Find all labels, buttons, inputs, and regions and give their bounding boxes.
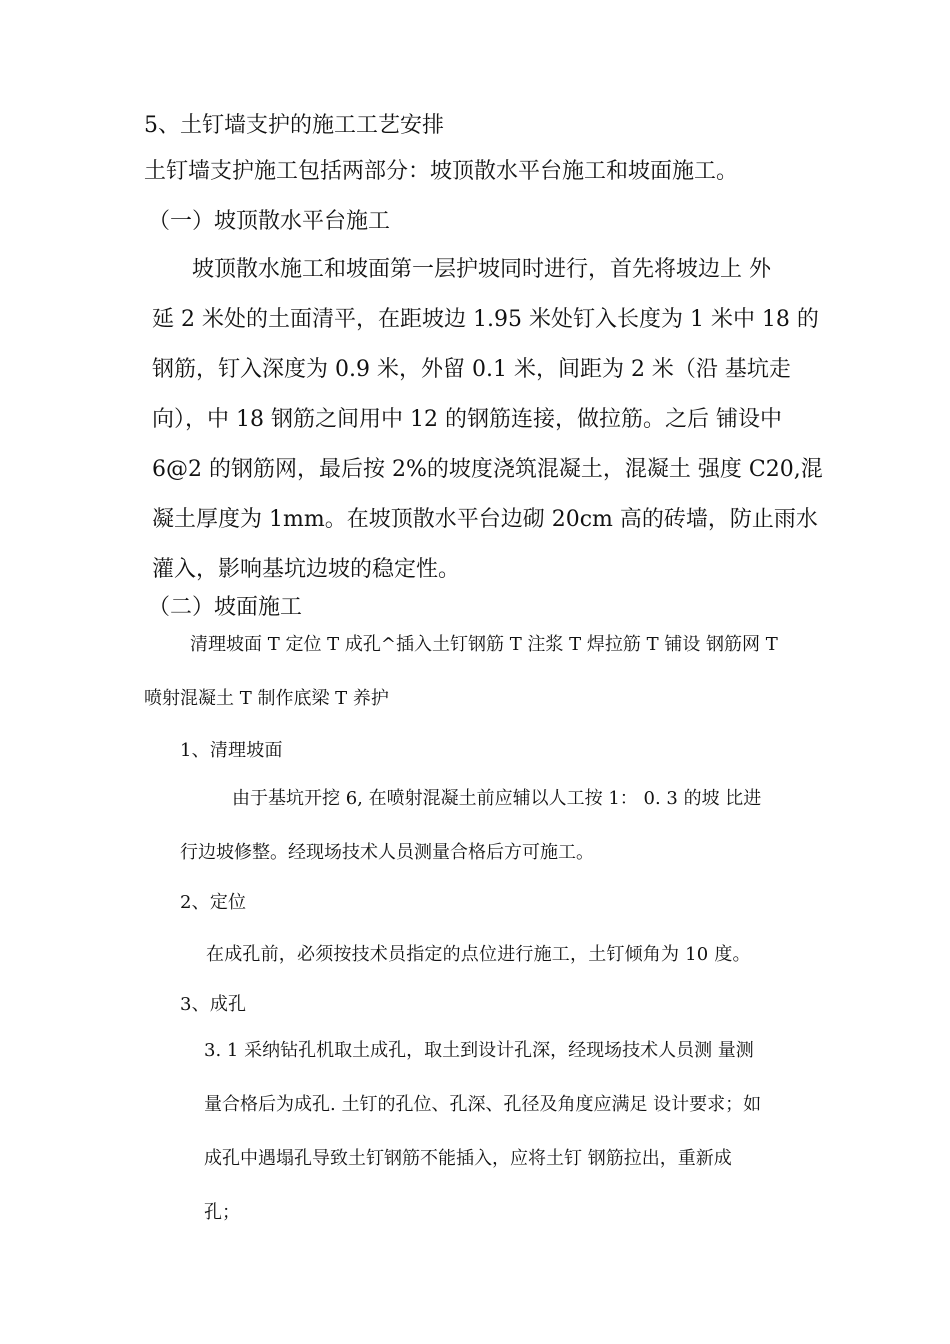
item-3-body — [204, 1024, 761, 1240]
body-line: 钢筋，钉入深度为 0.9 米，外留 0.1 米，间距为 2 米（沿 基坑走 — [152, 357, 791, 382]
item-1-title: 1、清理坡面 — [180, 740, 283, 761]
item-2-body: 在成孔前，必须按技术员指定的点位进行施工，土钉倾角为 10 度。 — [206, 944, 751, 965]
body-line: 成孔中遇塌孔导致土钉钢筋不能插入，应将土钉 钢筋拉出，重新成 — [204, 1148, 732, 1169]
item-1-body — [180, 772, 761, 880]
body-line: 由于基坑开挖 6, 在喷射混凝土前应辅以人工按 1： 0. 3 的坡 比进 — [232, 788, 762, 809]
body-line: 6@2 的钢筋网，最后按 2%的坡度浇筑混凝土，混凝土 强度 C20,混 — [152, 457, 823, 482]
body-line: 灌入，影响基坑边坡的稳定性。 — [152, 557, 461, 582]
item-3-title: 3、成孔 — [180, 994, 247, 1015]
process-line: 喷射混凝土 T 制作底梁 T 养护 — [144, 688, 389, 709]
body-line: 向），中 18 钢筋之间用中 12 的钢筋连接，做拉筋。之后 铺设中 — [152, 407, 782, 432]
process-flow — [144, 618, 778, 726]
body-line: 延 2 米处的土面清平，在距坡边 1.95 米处钉入长度为 1 米中 18 的 — [152, 307, 819, 332]
body-line: 孔； — [204, 1202, 240, 1223]
body-line: 凝土厚度为 1mm。在坡顶散水平台边砌 20cm 高的砖墙，防止雨水 — [152, 507, 818, 532]
body-line: 坡顶散水施工和坡面第一层护坡同时进行，首先将坡边上 外 — [192, 257, 771, 282]
subsection-heading-2: （二）坡面施工 — [148, 595, 303, 620]
section-heading: 5、土钉墙支护的施工工艺安排 — [144, 113, 444, 138]
body-line: 行边坡修整。经现场技术人员测量合格后方可施工。 — [180, 842, 594, 863]
subsection-heading-1: （一）坡顶散水平台施工 — [148, 209, 391, 234]
subsection-1-body — [152, 245, 832, 595]
process-line: 清理坡面 T 定位 T 成孔^插入土钉钢筋 T 注浆 T 焊拉筋 T 铺设 钢筋网 T — [190, 634, 778, 655]
item-2-title: 2、定位 — [180, 892, 247, 913]
body-line: 3. 1 采纳钻孔机取土成孔，取土到设计孔深，经现场技术人员测 量测 — [204, 1040, 754, 1061]
body-line: 量合格后为成孔. 土钉的孔位、孔深、孔径及角度应满足 设计要求；如 — [204, 1094, 762, 1115]
intro-paragraph: 土钉墙支护施工包括两部分：坡顶散水平台施工和坡面施工。 — [144, 159, 739, 184]
